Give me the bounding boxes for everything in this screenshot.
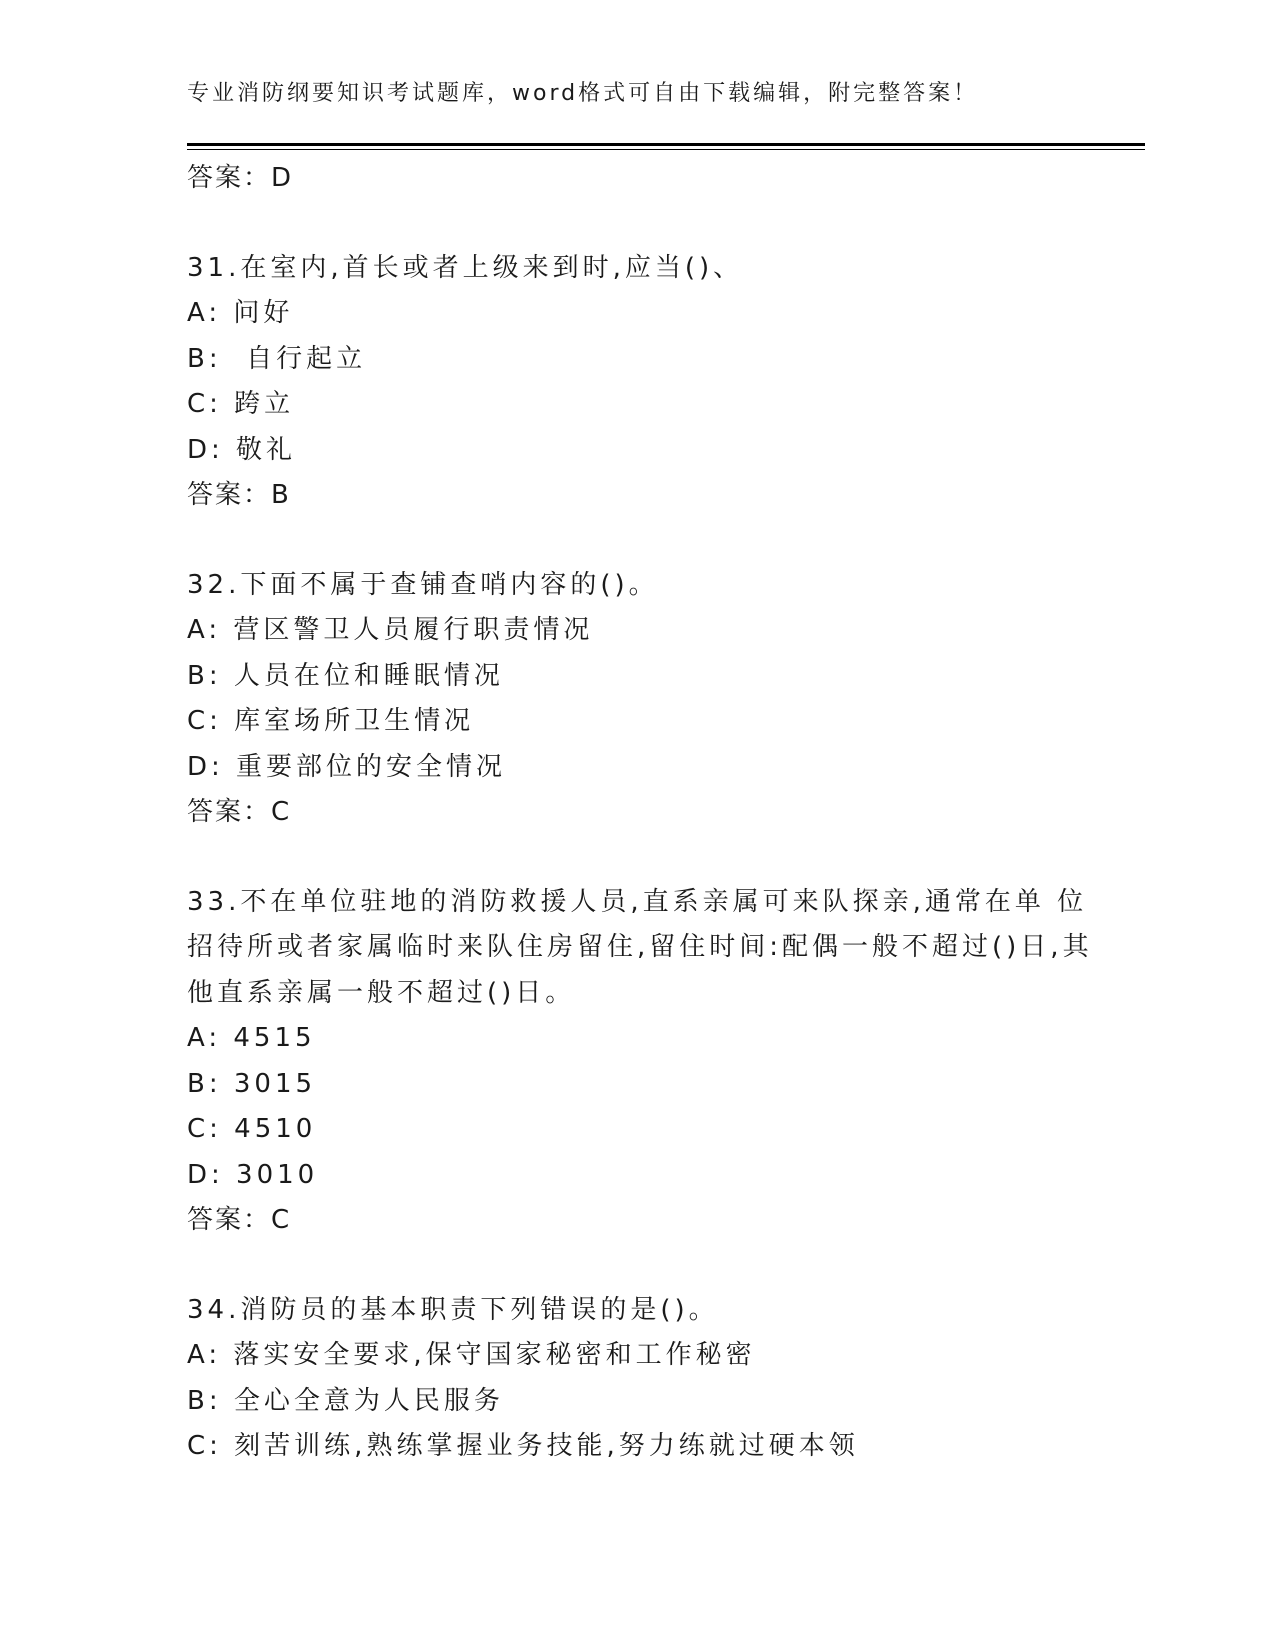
question-stem-line-2: 招待所或者家属临时来队住房留住,留住时间:配偶一般不超过()日,其	[187, 932, 1093, 962]
option-a: A: 问好	[187, 298, 294, 328]
answer: 答案：B	[187, 480, 291, 510]
page-header: 专业消防纲要知识考试题库，word格式可自由下载编辑，附完整答案！	[187, 81, 979, 106]
header-rule-thin	[187, 149, 1145, 150]
option-c: C: 4510	[187, 1114, 317, 1144]
option-c: C: 刻苦训练,熟练掌握业务技能,努力练就过硬本领	[187, 1431, 859, 1461]
question-stem: 34.消防员的基本职责下列错误的是()。	[187, 1294, 719, 1325]
question-stem: 32.下面不属于查铺查哨内容的()。	[187, 569, 659, 600]
option-c: C: 跨立	[187, 389, 295, 419]
question-stem-line-3: 他直系亲属一般不超过()日。	[187, 977, 576, 1008]
answer: 答案：C	[187, 1205, 292, 1235]
question-stem-line-1: 33.不在单位驻地的消防救援人员,直系亲属可来队探亲,通常在单 位	[187, 886, 1088, 917]
question-31	[187, 246, 1087, 519]
option-b: B: 3015	[187, 1068, 317, 1099]
option-a: A: 4515	[187, 1023, 316, 1053]
question-34	[187, 1288, 1087, 1470]
option-a: A: 营区警卫人员履行职责情况	[187, 615, 594, 645]
option-c: C: 库室场所卫生情况	[187, 706, 475, 736]
option-d: D: 重要部位的安全情况	[187, 751, 507, 782]
option-a: A: 落实安全要求,保守国家秘密和工作秘密	[187, 1340, 756, 1370]
question-32	[187, 563, 1087, 836]
option-b: B: 人员在位和睡眠情况	[187, 660, 504, 691]
option-b: B: 全心全意为人民服务	[187, 1385, 504, 1416]
header-rule-thick	[187, 143, 1145, 146]
question-stem: 31.在室内,首长或者上级来到时,应当()、	[187, 252, 744, 283]
previous-answer: 答案：D	[187, 163, 294, 193]
answer: 答案：C	[187, 797, 292, 827]
option-b: B: 自行起立	[187, 343, 367, 374]
option-d: D: 敬礼	[187, 434, 297, 465]
question-33	[187, 880, 1093, 1244]
question-list	[187, 156, 1093, 1470]
option-d: D: 3010	[187, 1159, 319, 1190]
